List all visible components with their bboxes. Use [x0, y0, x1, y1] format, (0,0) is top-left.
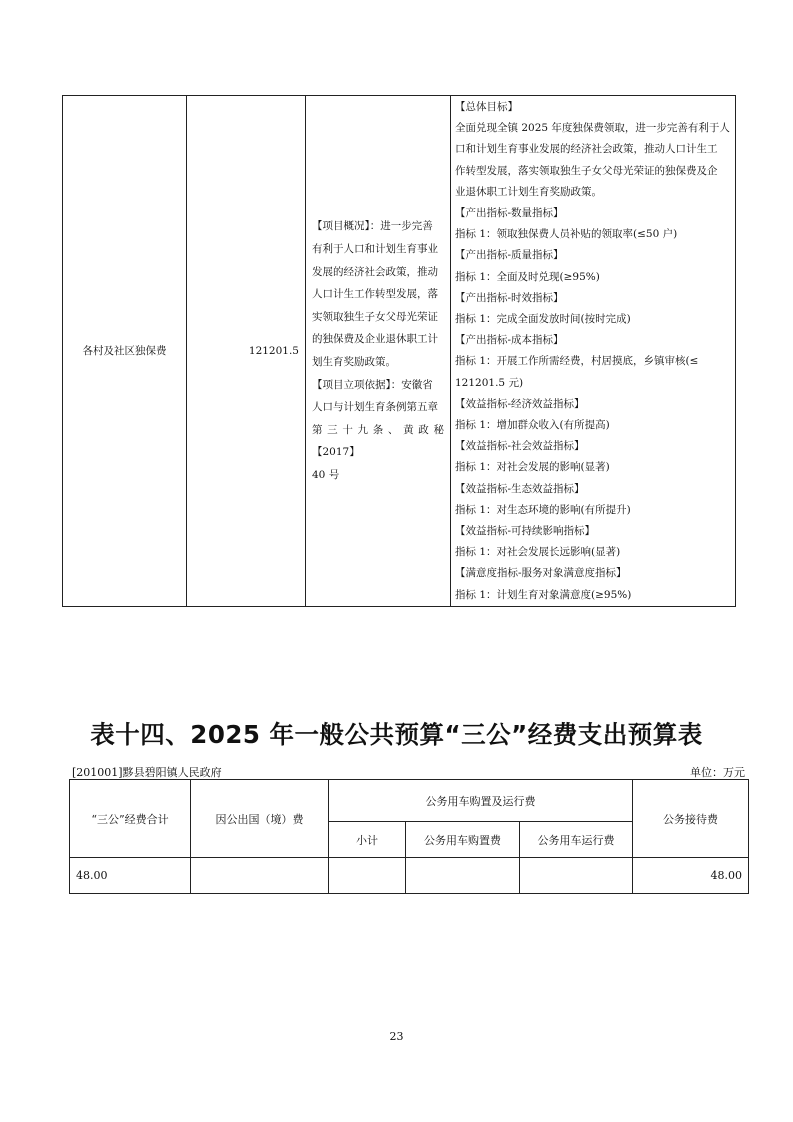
- goal-line: 【产出指标-质量指标】: [455, 249, 564, 262]
- value-purchase: [406, 858, 520, 894]
- goal-line: 121201.5 元): [455, 376, 524, 389]
- overview-line: 划生育奖励政策。: [312, 355, 396, 368]
- goal-line: 口和计划生育事业发展的经济社会政策，推动人口计生工: [455, 143, 718, 156]
- budget-table: [69, 779, 749, 894]
- overview-line: 的独保费及企业退休职工计: [312, 333, 438, 346]
- goal-line: 指标 1：增加群众收入(有所提高): [455, 419, 610, 432]
- department-label: [201001]黟县碧阳镇人民政府: [72, 766, 222, 779]
- project-goals: [451, 96, 736, 607]
- goal-line: 【效益指标-经济效益指标】: [455, 397, 585, 410]
- goal-line: 指标 1：领取独保费人员补贴的领取率(≤50 户): [455, 228, 678, 241]
- goal-line: 【产出指标-数量指标】: [455, 207, 564, 220]
- value-total: 48.00: [70, 858, 191, 894]
- value-reception: 48.00: [633, 858, 749, 894]
- page-title: 表十四、2025 年一般公共预算“三公”经费支出预算表: [90, 720, 703, 749]
- header-total: “三公”经费合计: [70, 780, 191, 858]
- goal-line: 指标 1：对社会发展长远影响(显著): [455, 546, 621, 559]
- goal-line: 指标 1：对社会发展的影响(显著): [455, 461, 610, 474]
- overview-line: 人口计生工作转型发展，落: [312, 288, 438, 301]
- overview-line: 【项目概况】：进一步完善: [312, 220, 433, 233]
- goal-line: 【产出指标-成本指标】: [455, 334, 564, 347]
- project-amount: 121201.5: [187, 96, 306, 607]
- unit-label: 单位：万元: [690, 766, 745, 779]
- overview-line: 实领取独生子女父母光荣证: [312, 310, 438, 323]
- page-number: 23: [389, 1030, 404, 1043]
- table-row: [70, 858, 749, 894]
- table-row: [63, 96, 736, 607]
- overview-line: 40 号: [312, 468, 340, 481]
- header-purchase: 公务用车购置费: [406, 822, 520, 858]
- goal-line: 【满意度指标-服务对象满意度指标】: [455, 567, 627, 580]
- goal-line: 【效益指标-生态效益指标】: [455, 482, 585, 495]
- goal-line: 【效益指标-社会效益指标】: [455, 440, 585, 453]
- project-name: 各村及社区独保费: [63, 96, 187, 607]
- value-abroad: [191, 858, 329, 894]
- overview-line: 发展的经济社会政策，推动: [312, 265, 438, 278]
- goal-line: 【总体目标】: [455, 101, 518, 113]
- goal-line: 指标 1：开展工作所需经费，村居摸底，乡镇审核(≤: [455, 355, 699, 368]
- goal-line: 指标 1：对生态环境的影响(有所提升): [455, 503, 631, 516]
- goal-line: 指标 1：完成全面发放时间(按时完成): [455, 313, 631, 326]
- goal-line: 【效益指标-可持续影响指标】: [455, 525, 596, 538]
- overview-line: 人口与计划生育条例第五章: [312, 401, 438, 414]
- overview-line: 【项目立项依据】：安徽省: [312, 378, 433, 391]
- project-table: [62, 95, 736, 607]
- header-reception: 公务接待费: [633, 780, 749, 858]
- value-operation: [520, 858, 633, 894]
- goal-line: 指标 1：全面及时兑现(≥95%): [455, 270, 600, 283]
- value-subtotal: [329, 858, 406, 894]
- header-operation: 公务用车运行费: [520, 822, 633, 858]
- header-subtotal: 小计: [329, 822, 406, 858]
- header-row: [70, 780, 749, 822]
- goal-line: 作转型发展，落实领取独生子女父母光荣证的独保费及企: [455, 164, 718, 177]
- header-vehicle-group: 公务用车购置及运行费: [329, 780, 633, 822]
- overview-line: 第三十九条、黄政秘【2017】: [312, 423, 444, 459]
- goal-line: 指标 1：计划生育对象满意度(≥95%): [455, 588, 632, 601]
- project-overview: [306, 96, 451, 607]
- goal-line: 【产出指标-时效指标】: [455, 291, 564, 304]
- overview-line: 有利于人口和计划生育事业: [312, 242, 438, 255]
- header-abroad: 因公出国（境）费: [191, 780, 329, 858]
- goal-line: 全面兑现全镇 2025 年度独保费领取，进一步完善有利于人: [455, 122, 730, 135]
- goal-line: 业退休职工计划生育奖励政策。: [455, 185, 602, 198]
